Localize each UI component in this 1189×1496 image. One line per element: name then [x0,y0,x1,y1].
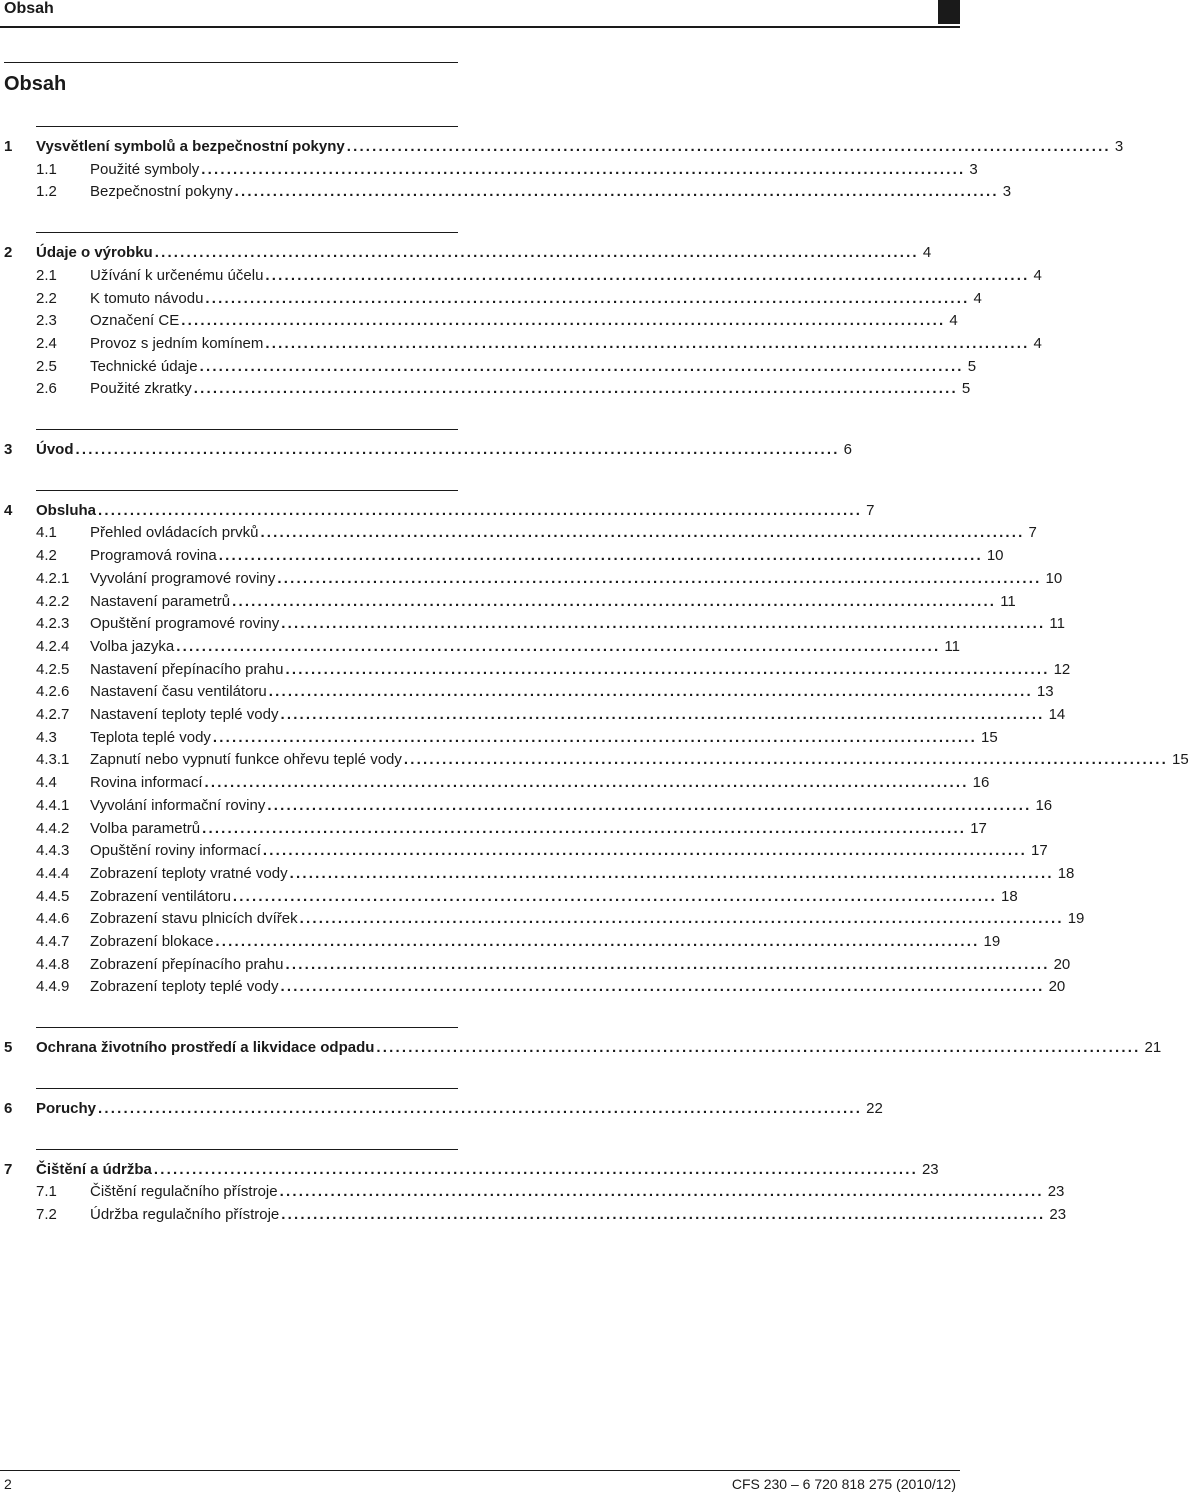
toc-entry-number: 4.4.6 [36,910,70,928]
toc-entry-title: Programová rovina [90,547,217,565]
toc-entry-title: Zapnutí nebo vypnutí funkce ohřevu teplé vody [90,751,402,769]
toc-entry-page: 5 [961,380,971,398]
toc-entry-number: 2.1 [36,266,57,284]
toc-entry-number: 4.2 [36,547,57,565]
toc-entry-number: 5 [4,1039,13,1057]
toc-entry-page: 17 [1031,842,1048,860]
toc-entry-page: 18 [1057,864,1075,882]
toc-entry-number: 4.4.2 [36,819,70,837]
toc-leader-dots: ........................................................................................................................ [346,138,1111,155]
toc-chapter-entry[interactable] [0,242,932,264]
toc-leader-dots: ........................................................................................................................ [265,266,1030,284]
toc-entry-number: 7 [4,1160,13,1178]
toc-chapter-entry[interactable] [0,500,875,522]
toc-entry-number: 1.2 [36,183,57,201]
toc-entry-title: Bezpečnostní pokyny [90,183,233,201]
chapter-rule [36,429,458,430]
toc-entry-title: Ochrana životního prostředí a likvidace odpadu [36,1039,375,1057]
toc-leader-dots: ........................................................................................................................ [277,569,1042,587]
toc-entry-number: 2.3 [36,312,57,330]
toc-entry-number: 4 [4,501,13,519]
footer-document-id: CFS 230 – 6 720 818 275 (2010/12) [731,1476,956,1492]
toc-entry-page: 19 [1067,910,1085,928]
toc-entry[interactable] [0,265,1042,287]
toc-entry-title: K tomuto návodu [90,289,204,307]
toc-entry-title: Úvod [36,441,74,458]
toc-entry-number: 3 [4,441,13,458]
toc-entry-title: Vyvolání programové roviny [90,569,276,587]
toc-entry-title: Vyvolání informační roviny [90,796,266,814]
toc-entry-title: Přehled ovládacích prvků [90,524,259,542]
toc-entry-title: Označení CE [90,312,180,330]
toc-entry-title: Použité symboly [90,160,200,178]
toc-entry-number: 4.3.1 [36,751,70,769]
toc-entry-number: 4.2.4 [36,637,70,655]
toc-entry-title: Zobrazení teploty vratné vody [90,864,288,882]
toc-leader-dots: ........................................................................................................................ [267,796,1032,814]
toc-entry[interactable] [0,704,1066,726]
toc-entry-number: 2.5 [36,357,57,375]
toc-chapter-entry[interactable] [0,136,1124,158]
toc-entry-page: 11 [1049,615,1065,633]
toc-entry-page: 23 [921,1160,939,1178]
toc-entry[interactable] [0,545,1004,567]
toc-entry-title: Čištění regulačního přístroje [90,1183,278,1201]
toc-leader-dots: ........................................................................................................................ [75,441,840,458]
toc-chapter-entry[interactable] [0,1037,1162,1059]
toc-entry[interactable] [0,636,960,658]
toc-entry-number: 4.3 [36,728,57,746]
toc-entry[interactable] [0,908,1085,930]
toc-entry-page: 3 [1002,183,1012,201]
toc-leader-dots: ........................................................................................................................ [218,547,983,565]
toc-entry-number: 4.2.1 [36,569,70,587]
toc-entry-number: 2.4 [36,334,57,352]
toc-leader-dots: ........................................................................................................................ [260,524,1025,542]
toc-entry[interactable] [0,772,990,794]
toc-leader-dots: ........................................................................................................................ [280,706,1045,723]
toc-entry-page: 4 [922,244,932,262]
toc-entry-number: 4.1 [36,524,57,542]
toc-entry[interactable] [0,333,1042,355]
toc-entry-page: 7 [866,501,875,519]
footer-rule [0,1470,960,1471]
toc-entry-page: 10 [1045,569,1063,587]
toc-leader-dots: ........................................................................................................................ [176,637,941,655]
toc-entry-page: 4 [949,312,958,330]
toc-leader-dots: ........................................................................................................................ [279,1183,1044,1201]
toc-entry[interactable] [0,522,1037,544]
toc-leader-dots: ........................................................................................................................ [234,183,999,201]
toc-entry[interactable] [0,931,1001,953]
toc-leader-dots: ........................................................................................................................ [181,312,946,330]
toc-leader-dots: ........................................................................................................................ [299,910,1064,928]
toc-entry-page: 16 [1035,796,1053,814]
chapter-rule [36,1088,458,1089]
toc-entry-page: 11 [1000,592,1016,610]
toc-entry[interactable] [0,1204,1067,1226]
chapter-rule [36,490,458,491]
toc-leader-dots: ........................................................................................................................ [281,1205,1046,1223]
running-header-title: Obsah [4,0,54,17]
toc-entry-title: Zobrazení přepínacího prahu [90,955,284,973]
toc-entry[interactable] [0,681,1054,703]
toc-entry-title: Provoz s jedním komínem [90,334,264,352]
toc-entry-title: Čištění a údržba [36,1160,152,1178]
toc-entry[interactable] [0,1181,1065,1203]
toc-leader-dots: ........................................................................................................................ [281,615,1046,633]
toc-leader-dots: ........................................................................................................................ [262,842,1028,860]
toc-entry-title: Nastavení času ventilátoru [90,683,267,701]
toc-entry[interactable] [0,613,1065,635]
toc-leader-dots: ........................................................................................................................ [204,774,969,792]
toc-leader-dots: ........................................................................................................................ [154,244,919,262]
toc-leader-dots: ........................................................................................................................ [268,683,1033,701]
toc-entry-title: Rovina informací [90,774,203,792]
toc-entry[interactable] [0,378,971,400]
toc-entry[interactable] [0,310,958,332]
toc-entry[interactable] [0,954,1071,976]
toc-entry-title: Technické údaje [90,357,198,375]
toc-entry-number: 4.4.4 [36,864,70,882]
toc-entry-page: 4 [973,289,982,307]
toc-entry[interactable] [0,659,1071,681]
toc-entry-title: Nastavení parametrů [90,592,231,610]
toc-entry-number: 7.1 [36,1183,57,1201]
toc-entry-page: 3 [969,160,978,178]
toc-leader-dots: ........................................................................................................................ [212,728,978,746]
toc-entry[interactable] [0,288,982,310]
toc-entry-page: 7 [1028,524,1037,542]
toc-entry-page: 15 [981,728,998,746]
toc-entry-title: Údaje o výrobku [36,244,153,262]
toc-entry-page: 23 [1049,1205,1067,1223]
chapter-rule [36,126,458,127]
toc-entry[interactable] [0,591,1016,613]
toc-entry-page: 22 [866,1099,883,1117]
toc-entry-number: 4.2.3 [36,615,70,633]
toc-entry-title: Obsluha [36,501,97,519]
toc-entry-title: Volba jazyka [90,637,175,655]
toc-leader-dots: ........................................................................................................................ [285,660,1050,678]
toc-entry-number: 4.4.8 [36,955,70,973]
toc-chapter-entry[interactable] [0,1159,939,1181]
footer-page-number: 2 [4,1476,12,1492]
toc-leader-dots: ........................................................................................................................ [153,1160,918,1178]
toc-entry[interactable] [0,159,978,181]
toc-entry-number: 4.2.5 [36,660,70,678]
toc-entry-page: 6 [843,441,852,458]
toc-leader-dots: ........................................................................................................................ [289,864,1054,882]
toc-entry-title: Poruchy [36,1099,97,1117]
toc-entry-number: 4.2.7 [36,706,70,723]
toc-entry[interactable] [0,568,1063,590]
toc-entry-title: Zobrazení ventilátoru [90,887,231,905]
toc-entry-number: 4.4 [36,774,57,792]
toc-leader-dots: ........................................................................................................................ [199,357,964,375]
toc-entry-title: Nastavení teploty teplé vody [90,706,279,723]
toc-entry-title: Zobrazení blokace [90,933,214,950]
toc-entry-title: Použité zkratky [90,380,192,398]
toc-leader-dots: ........................................................................................................................ [280,978,1045,996]
toc-leader-dots: ........................................................................................................................ [232,592,997,610]
toc-entry[interactable] [0,863,1075,885]
toc-entry-title: Údržba regulačního přístroje [90,1205,280,1223]
toc-entry-number: 2.6 [36,380,57,398]
toc-entry-number: 4.4.7 [36,933,70,950]
toc-entry[interactable] [0,886,1018,908]
toc-entry-title: Opuštění roviny informací [90,842,261,860]
toc-entry-page: 4 [1033,334,1042,352]
toc-entry-title: Zobrazení teploty teplé vody [90,978,279,996]
toc-entry-number: 4.4.5 [36,887,70,905]
toc-entry-title: Zobrazení stavu plnicích dvířek [90,910,298,928]
toc-entry[interactable] [0,840,1048,862]
chapter-rule [36,232,458,233]
toc-entry-page: 20 [1048,978,1066,996]
toc-entry[interactable] [0,976,1066,998]
toc-entry-number: 4.2.6 [36,683,70,701]
toc-entry[interactable] [0,181,1012,203]
toc-entry-number: 1 [4,138,13,155]
toc-chapter-entry[interactable] [0,1098,883,1120]
toc-leader-dots: ........................................................................................................................ [98,1099,863,1117]
toc-entry[interactable] [0,795,1053,817]
toc-leader-dots: ........................................................................................................................ [205,289,970,307]
toc-entry-title: Volba parametrů [90,819,201,837]
toc-entry-title: Teplota teplé vody [90,728,211,746]
toc-entry[interactable] [0,727,998,749]
toc-entry-title: Užívání k určenému účelu [90,266,264,284]
toc-leader-dots: ........................................................................................................................ [285,955,1050,973]
toc-leader-dots: ........................................................................................................................ [376,1039,1141,1057]
page-title: Obsah [4,73,67,95]
toc-entry-page: 14 [1048,706,1066,723]
toc-leader-dots: ........................................................................................................................ [403,751,1168,769]
toc-entry-number: 6 [4,1099,13,1117]
toc-entry-page: 4 [1033,266,1042,284]
toc-entry-page: 18 [1001,887,1018,905]
chapter-rule [36,1027,458,1028]
toc-entry-page: 15 [1171,751,1189,769]
toc-entry-page: 17 [970,819,987,837]
toc-entry-number: 4.2.2 [36,592,70,610]
toc-entry[interactable] [0,749,1189,771]
toc-entry-title: Nastavení přepínacího prahu [90,660,284,678]
toc-leader-dots: ........................................................................................................................ [202,819,967,837]
toc-leader-dots: ........................................................................................................................ [98,501,863,519]
toc-entry-page: 10 [986,547,1004,565]
toc-entry-number: 1.1 [36,160,57,178]
toc-entry-number: 4.4.9 [36,978,70,996]
toc-entry-title: Vysvětlení symbolů a bezpečnostní pokyny [36,138,345,155]
toc-leader-dots: ........................................................................................................................ [265,334,1030,352]
toc-entry[interactable] [0,818,987,840]
toc-leader-dots: ........................................................................................................................ [193,380,958,398]
toc-leader-dots: ........................................................................................................................ [215,933,980,950]
toc-entry-number: 4.4.1 [36,796,70,814]
toc-entry-page: 23 [1047,1183,1065,1201]
toc-leader-dots: ........................................................................................................................ [232,887,998,905]
toc-entry-page: 20 [1053,955,1071,973]
toc-entry-page: 13 [1036,683,1054,701]
toc-chapter-entry[interactable] [0,439,852,461]
toc-entry-number: 2 [4,244,13,262]
toc-entry-page: 3 [1114,138,1124,155]
toc-leader-dots: ........................................................................................................................ [201,160,966,178]
toc-entry-title: Opuštění programové roviny [90,615,280,633]
toc-entry-number: 4.4.3 [36,842,70,860]
toc-entry-page: 12 [1053,660,1071,678]
toc-entry-page: 16 [972,774,990,792]
toc-entry-page: 19 [983,933,1001,950]
toc-entry-page: 5 [967,357,977,375]
toc-entry-page: 21 [1144,1039,1162,1057]
chapter-rule [36,1149,458,1150]
toc-entry[interactable] [0,356,977,378]
toc-entry-number: 2.2 [36,289,57,307]
toc-entry-page: 11 [944,637,960,655]
toc-entry-number: 7.2 [36,1205,57,1223]
